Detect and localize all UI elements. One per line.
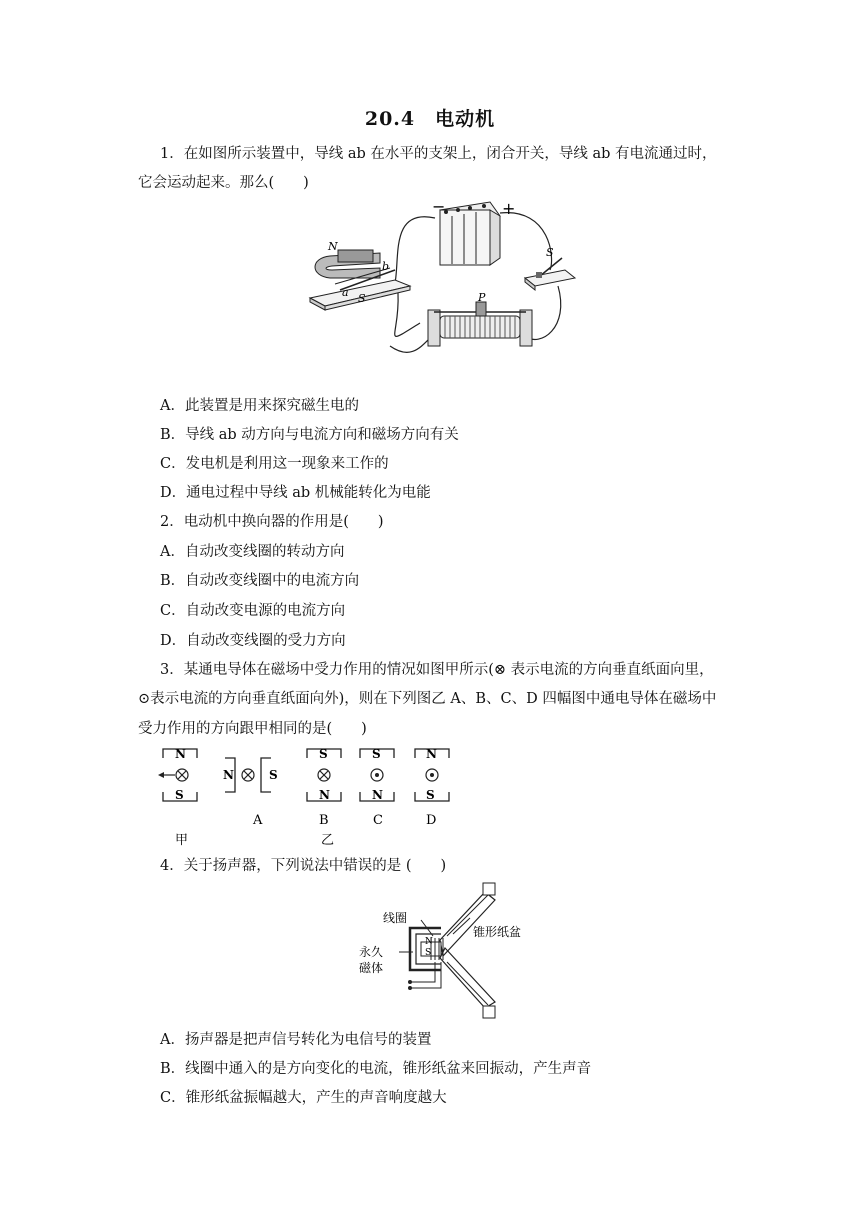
- b-bottom-pole: N: [319, 788, 330, 802]
- battery-plus-label: +: [502, 199, 516, 218]
- a-caption: A: [253, 813, 263, 828]
- rheostat: [428, 302, 532, 346]
- wire-a-label: a: [342, 286, 349, 299]
- b-caption: B: [319, 813, 329, 828]
- a-left-pole: N: [223, 768, 234, 782]
- q2-option-d: D．自动改变线圈的受力方向: [160, 633, 346, 649]
- q2-stem: 2．电动机中换向器的作用是( ): [160, 514, 384, 530]
- q1-option-c: C．发电机是利用这一现象来工作的: [160, 456, 389, 472]
- q3-stem-line2: ⊙表示电流的方向垂直纸面向外)，则在下列图乙 A、B、C、D 四幅图中通电导体在磁场中: [138, 691, 717, 707]
- q1-motor-apparatus-figure: [300, 198, 590, 363]
- q1-stem-line1: 1．在如图所示装置中，导线 ab 在水平的支架上，闭合开关，导线 ab 有电流通过时，: [160, 146, 717, 162]
- jia-caption: 甲: [175, 833, 189, 846]
- switch-s-label: S: [546, 246, 554, 259]
- q1-option-a: A．此装置是用来探究磁生电的: [160, 398, 359, 414]
- q3-stem-line3: 受力作用的方向跟甲相同的是( ): [138, 721, 367, 737]
- q4-loudspeaker-figure: [355, 878, 555, 1026]
- yi-caption: 乙: [321, 833, 335, 846]
- wire-b-label: b: [382, 260, 390, 273]
- q4-option-c: C．锥形纸盆振幅越大，产生的声音响度越大: [160, 1090, 447, 1106]
- q4-option-b: B．线圈中通入的是方向变化的电流，锥形纸盆来回振动，产生声音: [160, 1061, 592, 1077]
- q3-diagram-b: [307, 747, 341, 828]
- q3-force-direction-figure: [155, 742, 455, 846]
- magnet-n-label: N: [328, 240, 338, 253]
- jia-bottom-pole: S: [175, 788, 184, 802]
- speaker-n-pole: N: [425, 937, 433, 947]
- speaker-s-pole: S: [425, 948, 432, 958]
- q3-stem-line1: 3．某通电导体在磁场中受力作用的情况如图甲所示(⊗ 表示电流的方向垂直纸面向里，: [160, 662, 714, 678]
- q4-stem: 4．关于扬声器，下列说法中错误的是 ( ): [160, 858, 447, 874]
- jia-top-pole: N: [175, 747, 186, 761]
- c-top-pole: S: [372, 747, 381, 761]
- q1-option-b: B．导线 ab 动方向与电流方向和磁场方向有关: [160, 427, 459, 443]
- page-title: 20.4 电动机: [364, 108, 496, 130]
- battery-minus-label: −: [432, 198, 446, 216]
- q2-option-b: B．自动改变线圈中的电流方向: [160, 573, 360, 589]
- coil-label: 线圈: [383, 911, 408, 925]
- c-bottom-pole: N: [372, 788, 383, 802]
- d-top-pole: N: [426, 747, 437, 761]
- cone-label: 锥形纸盆: [473, 925, 522, 939]
- switch: [525, 258, 575, 290]
- q3-diagram-jia: [158, 747, 197, 846]
- magnet-label-line2: 磁体: [359, 961, 384, 975]
- d-bottom-pole: S: [426, 788, 435, 802]
- q3-diagram-c: [360, 747, 394, 828]
- c-caption: C: [373, 813, 383, 828]
- magnet-label-line1: 永久: [359, 945, 384, 959]
- q1-stem-line2: 它会运动起来。那么( ): [138, 175, 309, 191]
- magnet-s-label: S: [358, 292, 366, 305]
- q1-option-d: D．通电过程中导线 ab 机械能转化为电能: [160, 485, 431, 501]
- a-right-pole: S: [269, 768, 278, 782]
- battery: [440, 202, 500, 265]
- d-caption: D: [426, 813, 437, 828]
- b-top-pole: S: [319, 747, 328, 761]
- q4-option-a: A．扬声器是把声信号转化为电信号的装置: [160, 1032, 432, 1048]
- q2-option-c: C．自动改变电源的电流方向: [160, 603, 346, 619]
- q3-diagram-d: [415, 747, 449, 828]
- slider-p-label: P: [478, 291, 486, 304]
- q3-diagram-a: [223, 758, 278, 828]
- q2-option-a: A．自动改变线圈的转动方向: [160, 544, 345, 560]
